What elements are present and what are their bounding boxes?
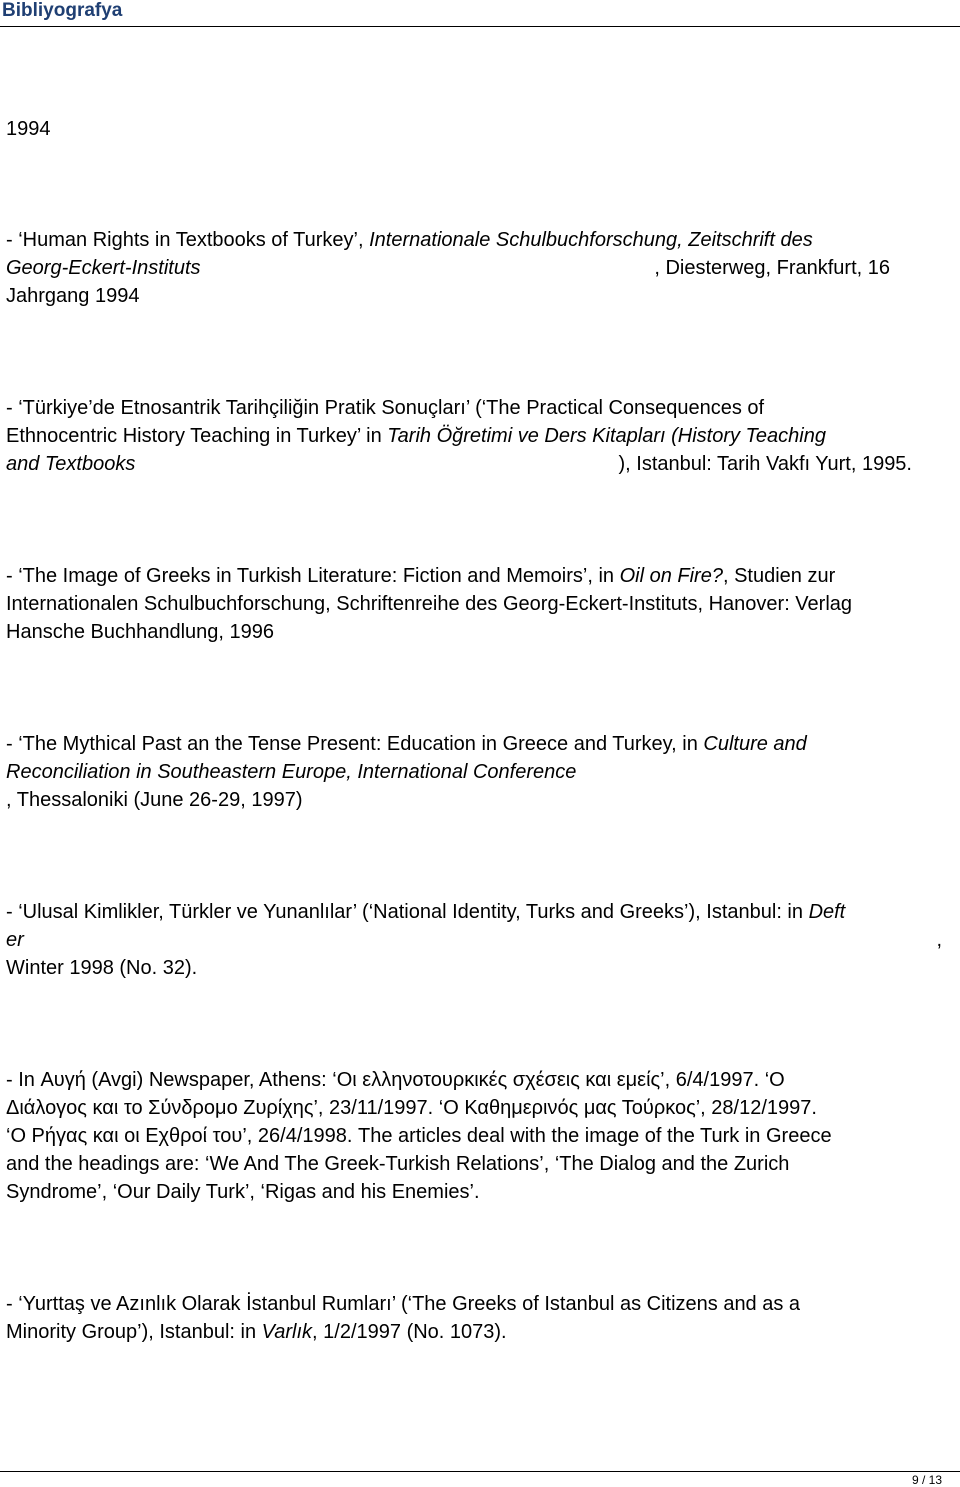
entry-text: Hansche Buchhandlung, 1996 — [6, 621, 274, 643]
entry-text: - ‘The Mythical Past an the Tense Present: Education in Greece and Turkey, in — [6, 733, 704, 755]
year-heading: 1994 — [6, 118, 51, 140]
entry-text: - ‘Türkiye’de Etnosantrik Tarihçiliğin Pratik Sonuçları’ (‘The Practical Consequences of — [6, 397, 765, 419]
bibliography-entry — [6, 562, 950, 646]
bibliography-entry — [6, 226, 950, 310]
entry-title-italic: Culture and — [703, 733, 807, 755]
entry-text: ‘Ο Ρήγας και οι Εχθροί του’, 26/4/1998. The articles deal with the image of the Turk in Greece — [6, 1125, 832, 1147]
entry-text: - ‘Yurttaş ve Azınlık Olarak İstanbul Rumları’ (‘The Greeks of Istanbul as Citizens and as a — [6, 1293, 801, 1315]
entry-text: , Studien zur — [722, 565, 836, 587]
entry-text: Syndrome’, ‘Our Daily Turk’, ‘Rigas and his Enemies’. — [6, 1181, 480, 1203]
entry-title-italic: Varlık — [261, 1321, 313, 1343]
bibliography-entry — [6, 1066, 950, 1206]
entry-text: , Thessaloniki (June 26-29, 1997) — [6, 789, 303, 811]
entry-title-italic: Reconciliation in Southeastern Europe, International Conference — [6, 761, 577, 783]
entry-text: Jahrgang 1994 — [6, 285, 140, 307]
entry-text: ), Istanbul: Tarih Vakfı Yurt, 1995. — [618, 453, 912, 475]
bibliography-entry — [6, 898, 950, 982]
entry-title-italic: Georg-Eckert-Instituts — [6, 257, 201, 279]
entry-title-italic: and Textbooks — [6, 453, 136, 475]
footer-divider — [0, 1471, 960, 1472]
entry-title-italic: er — [6, 929, 24, 951]
entry-text: Ethnocentric History Teaching in Turkey’ in — [6, 425, 388, 447]
entry-text: , 1/2/1997 (No. 1073). — [312, 1321, 507, 1343]
entry-text: - ‘The Image of Greeks in Turkish Literature: Fiction and Memoirs’, in — [6, 565, 620, 587]
entry-title-italic: Deft — [808, 901, 846, 923]
entry-text: Winter 1998 (No. 32). — [6, 957, 198, 979]
entry-text: , Diesterweg, Frankfurt, 16 — [654, 257, 890, 279]
entry-text: Διάλογος και το Σύνδρομο Ζυρίχης’, 23/11/1997. ‘Ο Καθημερινός μας Τούρκος’, 28/12/1997. — [6, 1097, 817, 1119]
page-header — [0, 0, 960, 27]
page-title: Bibliyografya — [2, 0, 123, 21]
entry-text: - ‘Ulusal Kimlikler, Türkler ve Yunanlılar’ (‘National Identity, Turks and Greeks’), Istanbul: in — [6, 901, 809, 923]
entry-title-italic: Internationale Schulbuchforschung, Zeitschrift des — [369, 229, 813, 251]
entry-text: and the headings are: ‘We And The Greek-Turkish Relations’, ‘The Dialog and the Zurich — [6, 1153, 790, 1175]
entry-text: - ‘Human Rights in Textbooks of Turkey’, — [6, 229, 370, 251]
entry-text: Internationalen Schulbuchforschung, Schriftenreihe des Georg-Eckert-Instituts, Hanover: Verlag — [6, 593, 853, 615]
bibliography-entry — [6, 730, 950, 814]
entry-title-italic: Oil on Fire? — [619, 565, 723, 587]
entry-text: - In Αυγή (Avgi) Newspaper, Athens: ‘Οι ελληνοτουρκικές σχέσεις και εμείς’, 6/4/1997. ‘Ο — [6, 1069, 785, 1091]
bibliography-entry — [6, 394, 950, 478]
bibliography-entry — [6, 1290, 950, 1346]
entry-text: Minority Group’), Istanbul: in — [6, 1321, 262, 1343]
entry-title-italic: Tarih Öğretimi ve Ders Kitapları (History Teaching — [387, 425, 826, 447]
page-number: 9 / 13 — [911, 1473, 942, 1487]
entry-text: , — [936, 929, 942, 951]
